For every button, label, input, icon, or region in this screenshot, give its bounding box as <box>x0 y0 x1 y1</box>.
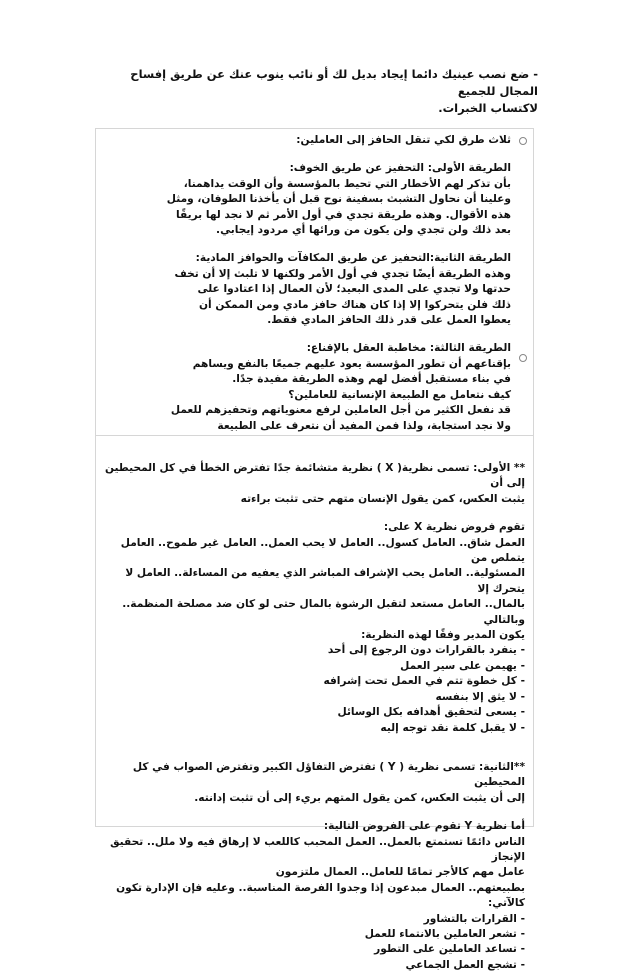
text-line: بأن تذكر لهم الأخطار التي تحيط بالمؤسسة وأن الوقت يداهمنا، <box>183 177 511 190</box>
list-item: - يسعى لتحقيق أهدافه بكل الوسائل <box>337 706 525 719</box>
text-line: المسئولية.. العامل يحب الإشراف المباشر الذي يعفيه من المساءلة.. العامل لا يتحرك إلا <box>125 567 525 595</box>
theory-y-intro: إلى أن يثبت العكس، كمن يقول المتهم بريء إلى أن تثبت إدانته. <box>194 791 525 804</box>
text-line: بالمال.. العامل مستعد لتقبل الرشوة بالمال حتى لو كان ضد مصلحة المنظمة.. وبالتالي <box>122 598 525 626</box>
list-item: - تساعد العاملين على التطور <box>374 943 525 956</box>
text-line: في بناء مستقبل أفضل لهم وهذه الطريقة مفيدة جدًا. <box>232 373 511 386</box>
theory-x-intro: يثبت العكس، كمن يقول الإنسان متهم حتى تثبت براءته <box>240 492 525 505</box>
text-line: بطبيعتهم.. العمال مبدعون إذا وجدوا الفرصة المناسبة.. وعليه فإن الإدارة تكون كالآتي: <box>116 881 525 910</box>
list-item: - لا يقبل كلمة نقد توجه إليه <box>380 721 525 734</box>
text-line: بعد ذلك ولن تجدي ولن يكون من ورائها أي مردود إيجابي. <box>216 224 511 237</box>
intro-line: - ضع نصب عينيك دائما إيجاد بديل لك أو نائب ينوب عنك عن طريق إفساح المجال للجميع <box>130 67 538 98</box>
text-line: العمل شاق.. العامل كسول.. العامل لا يحب العمل.. العامل غير طموح.. العامل يتملص من <box>120 536 525 565</box>
text-line: بإقناعهم أن تطور المؤسسة يعود عليهم جميعًا بالنفع ويساهم <box>192 357 511 370</box>
list-item: - تشعر العاملين بالانتماء للعمل <box>364 927 525 940</box>
list-item: - تشجع العمل الجماعي <box>405 958 525 971</box>
bullet-circle-icon <box>519 354 527 362</box>
list-item: - كل خطوة تتم في العمل تحت إشرافه <box>323 675 525 688</box>
list-item: - لا يثق إلا بنفسه <box>435 690 525 703</box>
text-line: ذلك فلن يتحركوا إلا إذا كان هناك حافز مادي ومن الممكن أن <box>198 298 511 311</box>
methods-box <box>95 128 534 441</box>
text-line: وعلينا أن نحاول التشبث بسفينة نوح قبل أن يأخذنا الطوفان، ومثل <box>166 193 511 206</box>
text-line: يعطوا العمل على قدر ذلك الحافز المادي فقط. <box>267 314 511 327</box>
theory-x-title: تقوم فروض نظرية X على: <box>383 521 525 534</box>
text-line: وهذه الطريقة أيضًا تجدي في أول الأمر ولكنها لا تلبث إلا أن تخف <box>174 267 511 280</box>
text-line: الناس دائمًا تستمتع بالعمل.. العمل المحبب كاللعب لا إرهاق فيه ولا ملل.. تحقيق الإنجاز <box>110 835 525 863</box>
method-title: الطريقة الثالثة: مخاطبة العقل بالإقناع: <box>306 342 511 355</box>
bullet-circle-icon <box>519 137 527 145</box>
section-heading: ثلاث طرق لكي تنقل الحافز إلى العاملين: <box>296 134 511 146</box>
list-item: - القرارات بالتشاور <box>423 912 525 925</box>
text-line: قد نفعل الكثير من أجل العاملين لرفع معنوياتهم وتحفيزهم للعمل <box>170 404 511 417</box>
theory-y-intro: **الثانية: تسمى نظرية ( Y ) تفترض التفاؤل الكبير وتفترض الصواب في كل المحيطين <box>132 760 525 789</box>
method-title: الطريقة الثانية:التحفيز عن طريق المكافآت والحوافز المادية: <box>195 252 511 265</box>
question-title: كيف نتعامل مع الطبيعة الإنسانية للعاملين؟ <box>288 388 511 401</box>
text-line: حدتها ولا تجدي على المدى البعيد؛ لأن العمال إذا اعتادوا على <box>197 283 511 296</box>
theories-box <box>95 435 534 971</box>
text-line: عامل مهم كالأجر تمامًا للعامل.. العمال ملتزمون <box>275 866 525 879</box>
text-line: ولا نجد استجابة، ولذا فمن المفيد أن نتعرف على الطبيعة <box>217 419 511 432</box>
theory-x-intro: ** الأولى: تسمى نظرية( X ) نظرية متشائمة جدًا تفترض الخطأ في كل المحيطين إلى أن <box>104 462 525 490</box>
theories-content <box>100 461 525 973</box>
text-line: هذه الأقوال. وهذه طريقة تجدي في أول الأمر ثم لا نجد لها بريقًا <box>176 208 511 221</box>
method-title: الطريقة الأولى: التحفيز عن طريق الخوف: <box>289 162 511 175</box>
methods-content <box>103 133 511 465</box>
intro-paragraph <box>108 66 538 117</box>
intro-line: لاكتساب الخبرات. <box>438 101 538 115</box>
text-line: يكون المدير وفقًا لهذه النظرية: <box>361 629 525 642</box>
theory-y-title: أما نظرية Y تقوم على الفروض التالية: <box>323 820 525 833</box>
list-item: - ينفرد بالقرارات دون الرجوع إلى أحد <box>327 644 525 657</box>
list-item: - يهيمن على سير العمل <box>400 659 525 672</box>
